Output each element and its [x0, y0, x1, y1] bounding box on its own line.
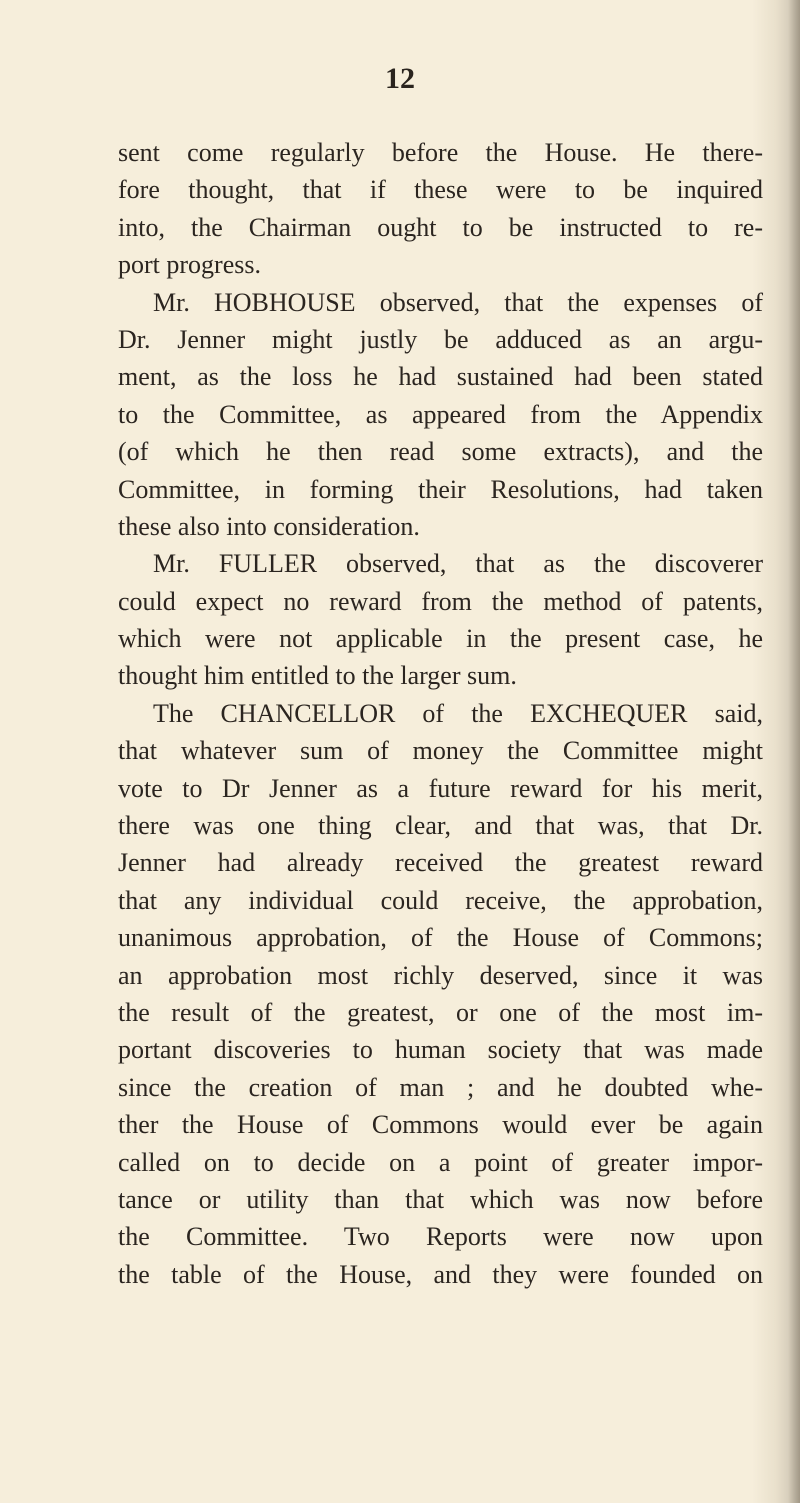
text-line: portant discoveries to human society that was made: [118, 1035, 763, 1065]
text-line: called on to decide on a point of greater impor-: [118, 1147, 763, 1177]
text-line: an approbation most richly deserved, since it was: [118, 960, 763, 990]
text-line: these also into consideration.: [118, 511, 420, 541]
page-number: 12: [385, 62, 415, 95]
body-text: [118, 134, 763, 1293]
text-line: the Committee. Two Reports were now upon: [118, 1222, 763, 1252]
text-line: unanimous approbation, of the House of Commons;: [118, 923, 763, 953]
text-line: tance or utility than that which was now before: [118, 1184, 763, 1214]
text-line: there was one thing clear, and that was, that Dr.: [118, 811, 763, 841]
text-line: which were not applicable in the present case, he: [118, 624, 763, 654]
text-line: Committee, in forming their Resolutions, had taken: [118, 474, 763, 504]
text-line: The CHANCELLOR of the EXCHEQUER said,: [153, 698, 763, 728]
text-line: sent come regularly before the House. He there-: [118, 138, 763, 167]
text-line: the result of the greatest, or one of the most im-: [118, 997, 763, 1027]
text-line: Jenner had already received the greatest reward: [118, 848, 763, 878]
text-line: into, the Chairman ought to be instructed to re-: [118, 212, 763, 242]
text-line: that any individual could receive, the approbation,: [118, 885, 763, 915]
text-line: Mr. HOBHOUSE observed, that the expenses of: [153, 287, 763, 317]
text-line: the table of the House, and they were founded on: [118, 1259, 763, 1289]
text-line: vote to Dr Jenner as a future reward for his merit,: [118, 773, 763, 803]
text-line: port progress.: [118, 250, 261, 280]
text-line: Dr. Jenner might justly be adduced as an argu-: [118, 324, 763, 354]
text-line: ther the House of Commons would ever be again: [118, 1110, 763, 1140]
text-line: that whatever sum of money the Committee might: [118, 736, 763, 766]
text-line: ment, as the loss he had sustained had been stated: [118, 362, 763, 392]
text-line: Mr. FULLER observed, that as the discoverer: [153, 549, 763, 579]
text-line: thought him entitled to the larger sum.: [118, 661, 517, 691]
text-line: could expect no reward from the method of patents,: [118, 586, 763, 616]
page-edge-shadow: [788, 0, 800, 1503]
text-line: since the creation of man ; and he doubted whe-: [118, 1072, 763, 1102]
text-line: (of which he then read some extracts), and the: [118, 437, 763, 467]
text-line: fore thought, that if these were to be inquired: [118, 175, 763, 205]
text-line: to the Committee, as appeared from the Appendix: [118, 399, 763, 429]
